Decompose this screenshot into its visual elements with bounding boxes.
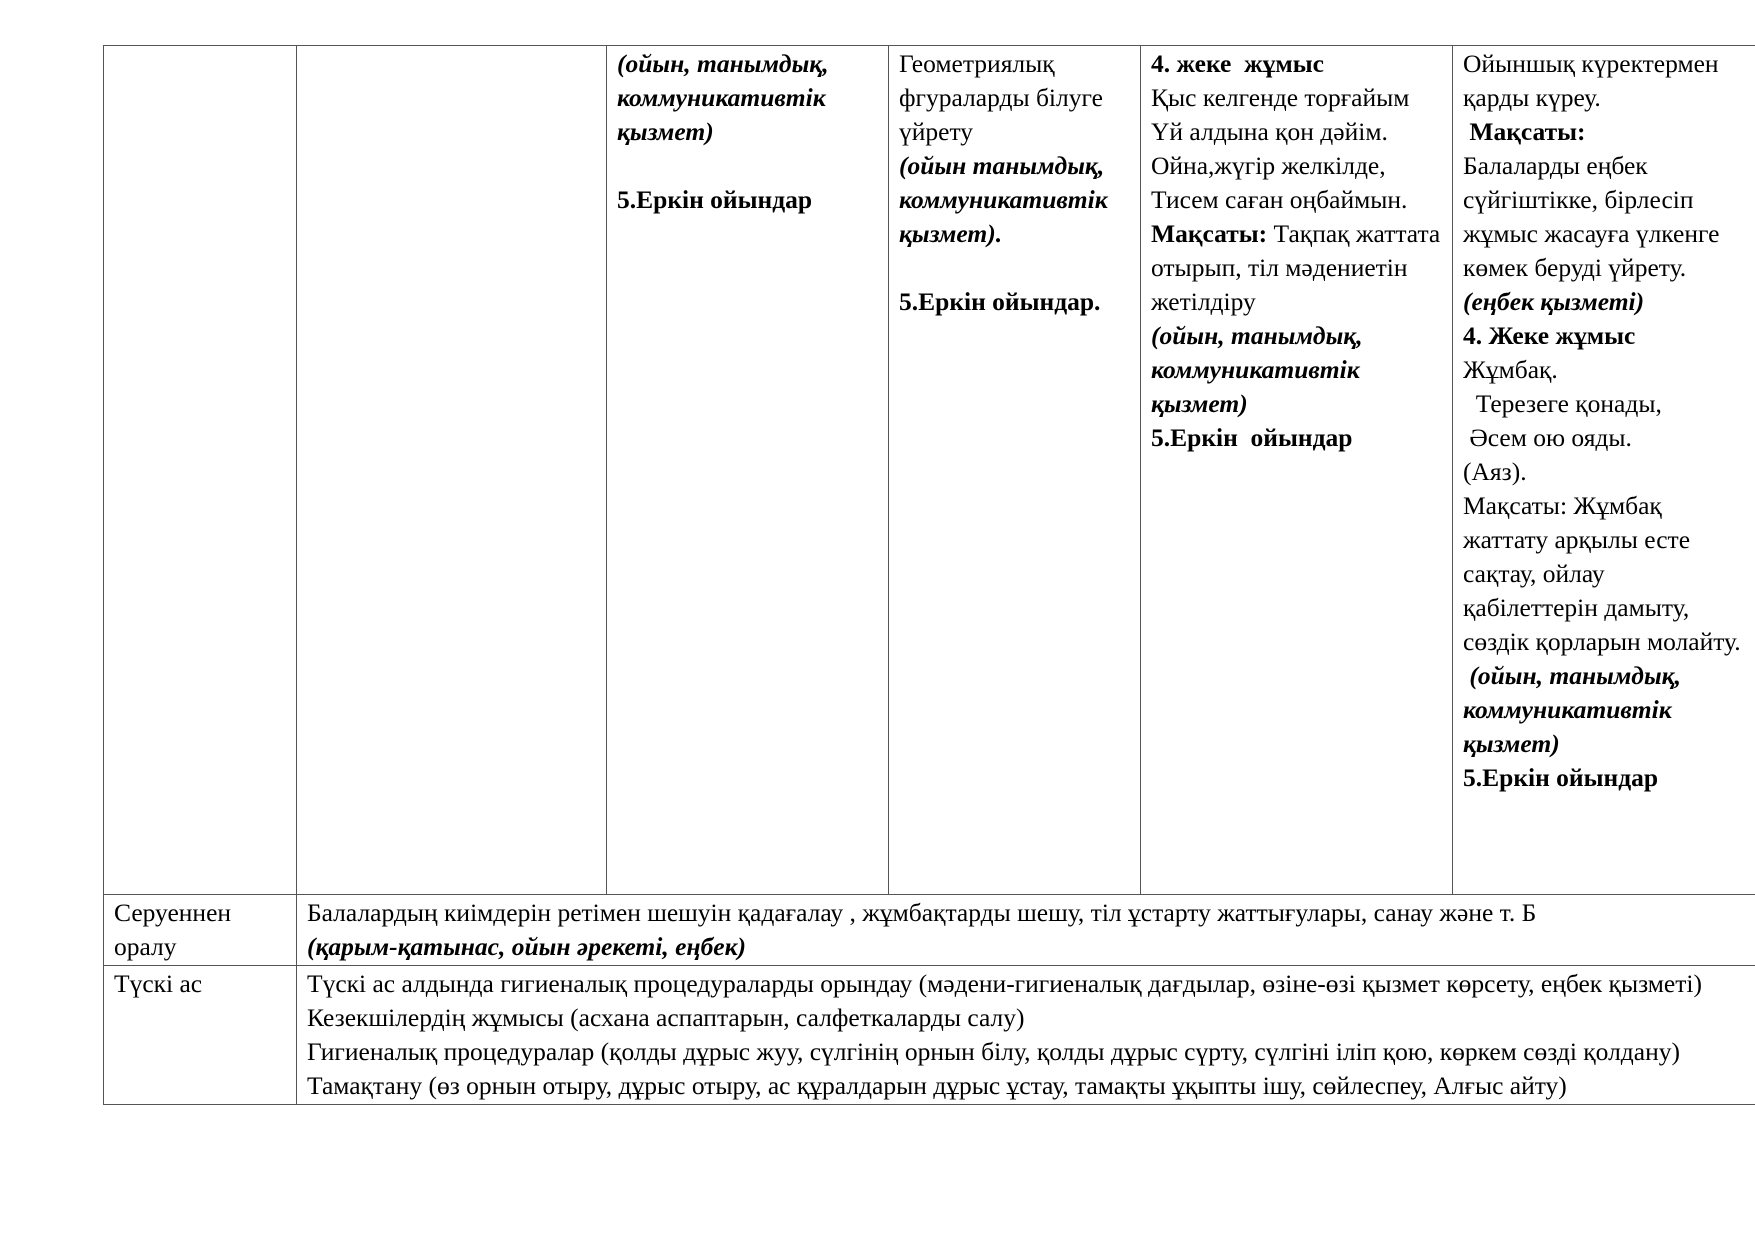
- schedule-table: [103, 45, 1755, 1105]
- activity-label: (ойын, танымдық, коммуникативтік қызмет): [617, 49, 835, 146]
- individual-work-heading: 4. жеке жұмыс: [1151, 49, 1324, 78]
- activity-label: (ойын, танымдық, коммуникативтік қызмет): [1463, 661, 1688, 758]
- activity-label: (ойын танымдық, коммуникативтік қызмет).: [899, 151, 1114, 248]
- lunch-row: [104, 966, 1755, 1105]
- lunch-line: Тамақтану (өз орнын отыру, дұрыс отыру, ас құралдарын дұрыс ұстау, тамақты ұқыпты ішу, сөйлеспеу, Алғыс айту): [307, 1071, 1567, 1100]
- riddle-line: Әсем ою ояды.: [1463, 423, 1632, 452]
- task-text: Ойыншық күректермен қарды күреу.: [1463, 49, 1732, 112]
- riddle-line: Терезеге қонады,: [1463, 389, 1662, 418]
- riddle-goal: Мақсаты: Жұмбақ жаттату арқылы есте сақтау, ойлау қабілеттерін дамыту, сөздік қорларын молайту.: [1463, 491, 1741, 656]
- activities-row: [104, 46, 1755, 895]
- free-games-label: 5.Еркін ойындар.: [899, 287, 1101, 316]
- cell-col5: [1141, 46, 1453, 895]
- free-games-label: 5.Еркін ойындар: [617, 185, 813, 214]
- riddle-title: Жұмбақ.: [1463, 355, 1558, 384]
- activity-label: (ойын, танымдық, коммуникативтік қызмет): [1151, 321, 1369, 418]
- free-games-label: 5.Еркін ойындар: [1151, 423, 1353, 452]
- cell-col6: [1453, 46, 1755, 895]
- poem-line: Үй алдына қон дәйім.: [1151, 117, 1388, 146]
- return-from-walk-row: [104, 895, 1755, 966]
- goal-text: Балаларды еңбек сүйгіштікке, бірлесіп жұмыс жасауға үлкенге көмек беруді үйрету.: [1463, 151, 1726, 282]
- poem-line: Қыс келгенде торғайым: [1151, 83, 1410, 112]
- activity-label: (қарым-қатынас, ойын әрекеті, еңбек): [307, 932, 747, 961]
- cell-empty-2: [297, 46, 607, 895]
- individual-work-heading: 4. Жеке жұмыс: [1463, 321, 1636, 350]
- poem-line: Тисем саған оңбаймын.: [1151, 185, 1408, 214]
- geometry-text: Геометриялық фгураларды білуге үйрету: [899, 49, 1110, 146]
- goal-label: Мақсаты:: [1151, 219, 1268, 248]
- lunch-description-cell: [297, 966, 1755, 1105]
- goal-paragraph: [1151, 217, 1447, 319]
- goal-text: Тақпақ жаттата отырып, тіл мәдениетін жетілдіру: [1151, 219, 1447, 316]
- lunch-line: Гигиеналық процедуралар (қолды дұрыс жуу, сүлгінің орнын білу, қолды дұрыс сүрту, сүлгіні іліп қою, көркем сөзді қолдану): [307, 1037, 1680, 1066]
- cell-col3: [607, 46, 889, 895]
- lunch-line: Кезекшілердің жұмысы (асхана аспаптарын, салфеткаларды салу): [307, 1003, 1025, 1032]
- goal-label: Мақсаты:: [1463, 117, 1586, 146]
- cell-empty-1: [104, 46, 297, 895]
- return-text: Балалардың киімдерін ретімен шешуін қадағалау , жұмбақтарды шешу, тіл ұстарту жаттығулары, санау және т. Б: [307, 898, 1537, 927]
- row-label: Түскі ас: [104, 966, 297, 1105]
- lunch-line: Түскі ас алдында гигиеналық процедураларды орындау (мәдени-гигиеналық дағдылар, өзіне-өзі қызмет көрсету, еңбек қызметі): [307, 969, 1702, 998]
- riddle-answer: (Аяз).: [1463, 457, 1527, 486]
- row-label: Серуеннен оралу: [104, 895, 297, 966]
- labor-label: (еңбек қызметі): [1463, 287, 1645, 316]
- poem-line: Ойна,жүгір желкілде,: [1151, 151, 1386, 180]
- cell-col4: [889, 46, 1141, 895]
- return-description-cell: [297, 895, 1755, 966]
- free-games-label: 5.Еркін ойындар: [1463, 763, 1659, 792]
